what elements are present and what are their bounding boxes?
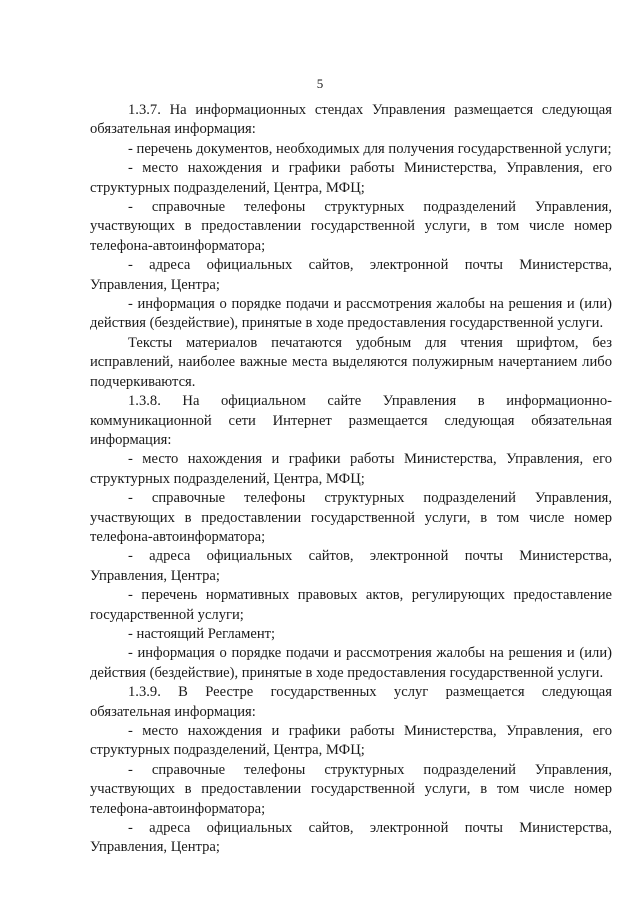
section-1-3-7-intro: 1.3.7. На информационных стендах Управления размещается следующая обязательная информация: [90,102,612,138]
list-item: - место нахождения и графики работы Министерства, Управления, его структурных подразделений, Центра, МФЦ; [90,451,612,487]
list-item: - место нахождения и графики работы Министерства, Управления, его структурных подразделений, Центра, МФЦ; [90,160,612,196]
paragraph-text-formatting: Тексты материалов печатаются удобным для чтения шрифтом, без исправлений, наиболее важные места выделяются полужирным начертанием либо подчеркиваются. [90,334,612,390]
list-item: - адреса официальных сайтов, электронной почты Министерства, Управления, Центра; [90,820,612,856]
list-item: - перечень нормативных правовых актов, регулирующих предоставление государственной услуги; [90,587,612,623]
list-item: - справочные телефоны структурных подразделений Управления, участвующих в предоставлении государственной услуги, в том числе номер телефона-автоинформатора; [90,761,612,817]
list-item: - место нахождения и графики работы Министерства, Управления, его структурных подразделений, Центра, МФЦ; [90,723,612,759]
list-item: - адреса официальных сайтов, электронной почты Министерства, Управления, Центра; [90,257,612,293]
document-body [90,101,612,858]
list-item: - информация о порядке подачи и рассмотрения жалобы на решения и (или) действия (бездействие), принятые в ходе предоставления государственной услуги. [90,645,612,681]
list-item: - справочные телефоны структурных подразделений Управления, участвующих в предоставлении государственной услуги, в том числе номер телефона-автоинформатора; [90,199,612,254]
list-item: - перечень документов, необходимых для получения государственной услуги; [128,140,612,157]
section-1-3-9-intro: 1.3.9. В Реестре государственных услуг размещается следующая обязательная информация: [90,684,612,720]
list-item: - адреса официальных сайтов, электронной почты Министерства, Управления, Центра; [90,548,612,584]
page-number: 5 [316,76,324,91]
section-1-3-8-intro: 1.3.8. На официальном сайте Управления в информационно-коммуникационной сети Интернет размещается следующая обязательная информация: [90,393,612,448]
list-item: - справочные телефоны структурных подразделений Управления, участвующих в предоставлении государственной услуги, в том числе номер телефона-автоинформатора; [90,490,612,545]
list-item: - настоящий Регламент; [128,625,276,642]
list-item: - информация о порядке подачи и рассмотрения жалобы на решения и (или) действия (бездействие), принятые в ходе предоставления государственной услуги. [90,296,612,332]
